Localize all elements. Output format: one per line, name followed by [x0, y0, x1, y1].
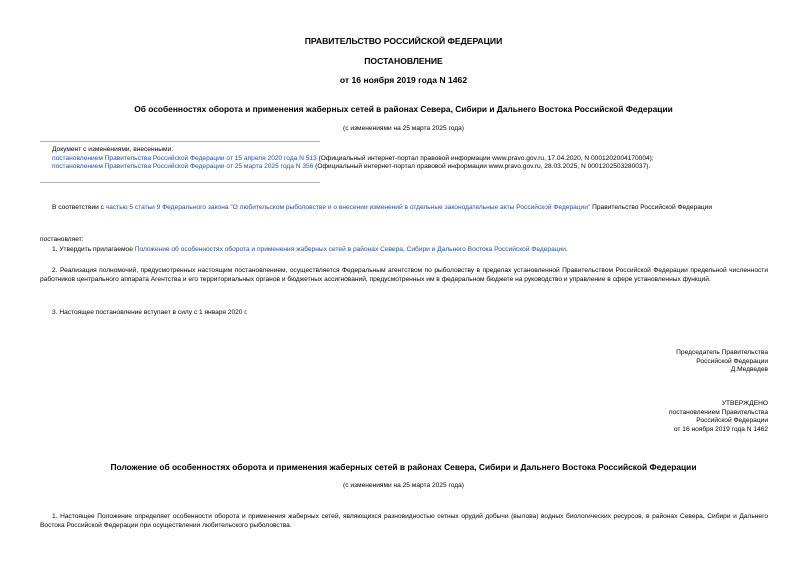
approval-block [468, 400, 768, 434]
approval-line: Российской Федерации [696, 417, 768, 425]
changes-divider-top [40, 141, 320, 142]
preamble-text: Правительство Российской Федерации [590, 204, 713, 211]
change-item [52, 163, 772, 172]
regulation-link[interactable]: Положение об особенностях оборота и применения жаберных сетей в районах Севера, Сибири и Дальнего Востока Российской Федерации [134, 246, 566, 253]
preamble-text: В соответствии с [52, 204, 106, 211]
signature-position: Председатель Правительства [676, 349, 768, 356]
amended-note: (с изменениями на 25 марта 2025 года) [343, 125, 464, 132]
change-link-2020[interactable]: постановлением Правительства Российской Федерации от 15 апреля 2020 года N 513 [52, 154, 317, 162]
paragraph-text: . [565, 246, 568, 253]
preamble [40, 204, 768, 213]
document-title: Об особенностях оборота и применения жаберных сетей в районах Севера, Сибири и Дальнего Востока Российской Федерации [134, 104, 673, 114]
change-source: (Официальный интернет-портал правовой информации www.pravo.gov.ru, 17.04.2020, N 0001202004170004); [316, 154, 654, 162]
signature-name: Д.Медведев [730, 366, 768, 374]
approval-heading: УТВЕРЖДЕНО [721, 400, 768, 407]
signature-block [468, 349, 768, 375]
regulation-title: Положение об особенностях оборота и применения жаберных сетей в районах Севера, Сибири и Дальнего Востока Российской Федерации [110, 462, 697, 472]
approval-line: постановлением Правительства [668, 408, 768, 416]
document-date-number: от 16 ноября 2019 года N 1462 [339, 75, 468, 85]
change-item [52, 155, 772, 164]
change-link-2025[interactable]: постановлением Правительства Российской Федерации от 25 марта 2025 года N 356 [52, 163, 314, 171]
changes-intro: Документ с изменениями, внесенными: [52, 146, 174, 153]
approval-date: от 16 ноября 2019 года N 1462 [673, 425, 768, 433]
paragraph-2: 2. Реализация полномочий, предусмотренных настоящим постановлением, осуществляется Федеральным агентством по рыболовству в пределах установленной Правительством Российской Федерации предельной численности работников центрального аппарата Агентства и его территориальных органов и бюджетных ассигнований, предусмотренных им в федеральном бюджете на руководство и управление в сфере установленных функций. [40, 267, 768, 283]
changes-block [52, 146, 772, 172]
federal-law-link[interactable]: частью 5 статьи 9 Федерального закона "О любительском рыболовстве и о внесении изменений в отдельные законодательные акты Российской Федерации" [105, 204, 591, 211]
paragraph-1 [40, 246, 768, 255]
changes-divider-bottom [40, 182, 320, 183]
change-source: (Официальный интернет-портал правовой информации www.pravo.gov.ru, 28.03.2025, N 0001202503280037). [313, 163, 651, 171]
regulation-paragraph-1: 1. Настоящее Положение определяет особенности оборота и применения жаберных сетей, являющихся разновидностью сетных орудий добычи (вылова) водных биологических ресурсов, в районах Севера, Сибири и Дальнего Востока Российской Федерации при осуществлении любительского рыболовства. [40, 513, 768, 529]
signature-country: Российской Федерации [696, 357, 768, 365]
paragraph-3: 3. Настоящее постановление вступает в силу с 1 января 2020 г. [52, 309, 248, 316]
document-type: ПОСТАНОВЛЕНИЕ [364, 56, 443, 66]
resolves-word: постановляет: [40, 236, 84, 243]
regulation-amended-note: (с изменениями на 25 марта 2025 года) [343, 482, 464, 489]
paragraph-text: 1. Утвердить прилагаемое [52, 246, 135, 253]
government-heading: ПРАВИТЕЛЬСТВО РОССИЙСКОЙ ФЕДЕРАЦИИ [304, 36, 503, 46]
